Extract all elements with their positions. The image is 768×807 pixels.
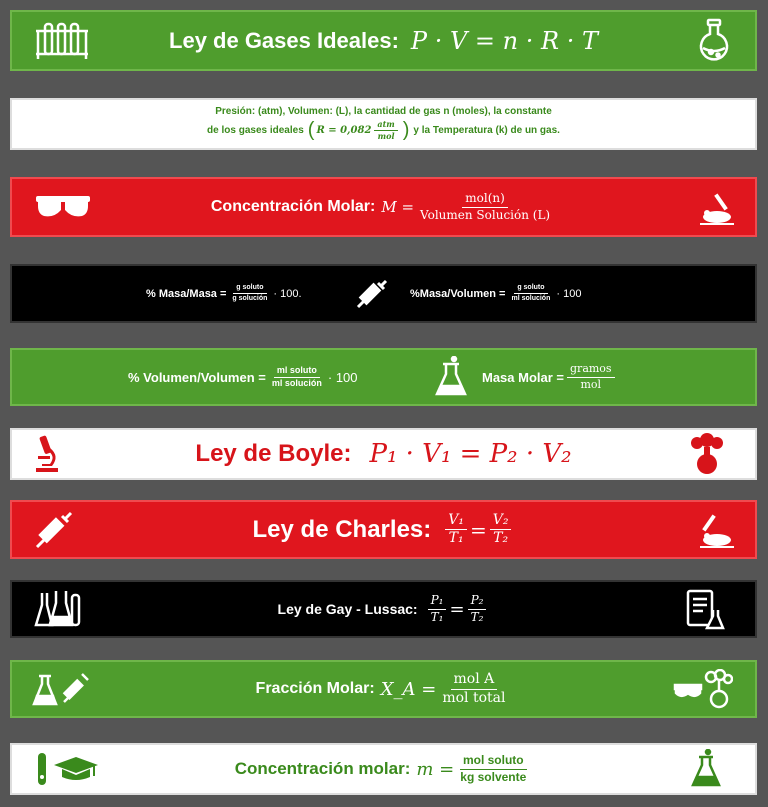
- gay-lussac-num1: P₁: [428, 594, 447, 609]
- gay-lussac-den2: T₂: [470, 609, 484, 624]
- graduation-cap-icon: [32, 751, 98, 787]
- gay-lussac-eq: =: [449, 598, 465, 620]
- microscope-icon: [32, 434, 62, 474]
- legend-line-1: Presión: (atm), Volumen: (L), la cantidad de gas n (moles), la constante: [215, 106, 552, 117]
- molar-concentration-num: mol(n): [462, 192, 508, 207]
- legend-line-2b: y la Temperatura (k) de un gas.: [413, 125, 560, 136]
- charles-eq: =: [469, 517, 487, 542]
- syringe-icon: [354, 277, 388, 311]
- mass-mass-den: g solución: [232, 295, 268, 302]
- erlenmeyer-icon: [32, 670, 92, 708]
- molar-concentration-den: Volumen Solución (L): [420, 207, 551, 222]
- molar-fraction-den: mol total: [442, 689, 506, 706]
- beakers-icon: [34, 589, 82, 629]
- charles-num1: V₁: [445, 513, 467, 530]
- volume-volume-num: ml soluto: [274, 366, 320, 378]
- molar-fraction-lhs: X_A =: [380, 678, 437, 700]
- syringe-icon: [34, 510, 74, 550]
- charles-num2: V₂: [490, 513, 512, 530]
- molar-fraction-num: mol A: [451, 672, 498, 689]
- mass-volume-tail: · 100: [556, 287, 582, 300]
- clipboard-icon: [685, 588, 725, 630]
- volume-volume-tail: · 100: [327, 369, 358, 385]
- reaction-flask-icon: [687, 433, 727, 475]
- erlenmeyer-icon: [691, 749, 721, 789]
- molar-mass-den: mol: [580, 377, 602, 391]
- molality-title: Concentración molar:: [234, 759, 411, 778]
- goggles-icon: [673, 669, 733, 709]
- molality-num: mol soluto: [460, 754, 527, 769]
- test-tubes-icon: [34, 21, 90, 61]
- molar-mass-num: gramos: [567, 363, 615, 377]
- ideal-gas-legend-band: Presión: (atm), Volumen: (L), la cantidad de gas n (moles), la constante de los gases ideales ( R = 0,082 $\frac{\text{atm}}{\text{mol}}$ ) y la Temperatura (k) de un gas.: [10, 98, 757, 150]
- molality-band: [10, 743, 757, 795]
- goggles-icon: [34, 194, 92, 220]
- molar-fraction-band: [10, 660, 757, 718]
- mouse-syringe-icon: [697, 187, 737, 227]
- mass-mass-tail: · 100.: [273, 287, 302, 300]
- volume-volume-den: ml solución: [271, 377, 322, 388]
- mass-percent-band: [10, 264, 757, 323]
- boyle-title: Ley de Boyle:: [195, 440, 352, 467]
- ideal-gas-law-band: [10, 10, 757, 71]
- mass-volume-den: ml solución: [511, 295, 551, 302]
- ideal-gas-title: Ley de Gases Ideales:: [169, 27, 399, 53]
- volume-percent-band: [10, 348, 757, 406]
- charles-den1: T₁: [448, 530, 464, 546]
- mass-volume-title: %Masa/Volumen =: [410, 287, 506, 300]
- molality-lhs: m =: [416, 758, 455, 780]
- mass-volume-num: g soluto: [514, 284, 547, 294]
- boyle-formula: P₁ · V₁ = P₂ · V₂: [369, 439, 572, 469]
- molality-den: kg solvente: [460, 769, 527, 784]
- legend-r-eq: R = 0,082: [316, 125, 372, 136]
- flask-icon: [697, 18, 731, 64]
- legend-r-den: mol: [377, 131, 395, 141]
- molar-fraction-title: Fracción Molar:: [255, 680, 375, 697]
- charles-title: Ley de Charles:: [252, 515, 432, 543]
- molar-concentration-lhs: M =: [381, 198, 415, 216]
- gay-lussac-den1: T₁: [430, 609, 444, 624]
- gay-lussac-num2: P₂: [468, 594, 487, 609]
- charles-den2: T₂: [493, 530, 509, 546]
- charles-law-band: [10, 500, 757, 559]
- boyle-law-band: [10, 428, 757, 480]
- erlenmeyer-icon: [434, 356, 468, 398]
- gay-lussac-band: [10, 580, 757, 638]
- mass-mass-num: g soluto: [233, 284, 266, 294]
- legend-r-num: atm: [374, 120, 397, 131]
- molar-concentration-band: [10, 177, 757, 237]
- ideal-gas-formula: P · V = n · R · T: [410, 26, 598, 55]
- gay-lussac-title: Ley de Gay - Lussac:: [277, 601, 418, 617]
- molar-mass-title: Masa Molar =: [482, 369, 565, 385]
- molar-concentration-title: Concentración Molar:: [210, 198, 376, 215]
- legend-line-2a: de los gases ideales: [207, 125, 304, 136]
- mass-mass-title: % Masa/Masa =: [146, 287, 227, 300]
- mouse-syringe-icon: [697, 510, 737, 550]
- volume-volume-title: % Volumen/Volumen =: [128, 369, 266, 385]
